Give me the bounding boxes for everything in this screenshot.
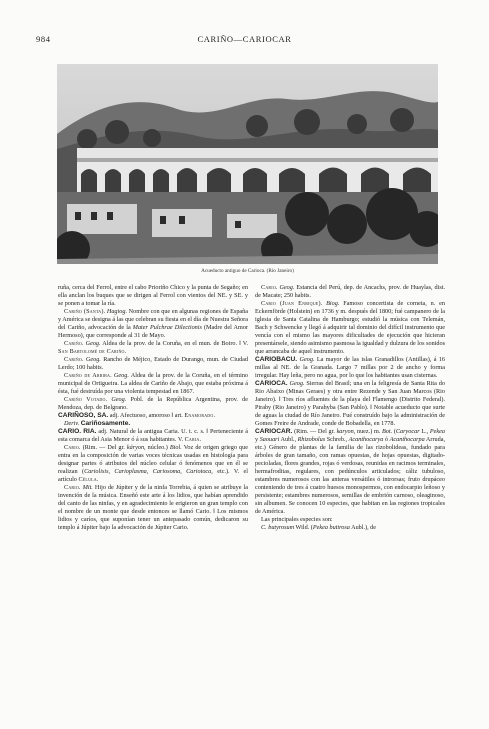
dictionary-entry bbox=[255, 524, 445, 532]
entry-text: ruña, cerca del Ferrol, entre el cabo Prioriño Chico y la punta de Segaño; en ella anclan los buques que se dirigen al Ferrol con vientos del NE. y SE. y se ponen a tomar la ría. bbox=[58, 284, 248, 308]
entry-text: Geog. bbox=[279, 284, 295, 291]
left-text-column bbox=[58, 284, 248, 694]
entry-text: Geog. bbox=[113, 372, 129, 380]
entry-text: , etc.). V. el artículo bbox=[58, 468, 248, 484]
entry-text: C. butyrosum bbox=[261, 524, 295, 532]
entry-subheadword: San Bartolomé de Cariño bbox=[58, 348, 125, 356]
entry-text: . bbox=[105, 396, 112, 404]
entry-text: Rancho de Méjico, Estado de Durango, mun. de Ciudad Lerdo; 100 habits. bbox=[58, 356, 248, 372]
figure-caption: Acueducto antiguo de Carioca. (Río Janeiro) bbox=[201, 268, 294, 274]
entry-text: Schreb., bbox=[325, 436, 349, 444]
entry-text: y bbox=[255, 436, 260, 444]
entry-text: Nombre con que en algunas regiones de España y América se designa á las que celebran su fiesta en el día de Nuestra Señora del Cariño, advocación de la bbox=[58, 308, 248, 332]
dictionary-entry bbox=[58, 420, 248, 428]
dictionary-entry bbox=[58, 356, 248, 372]
entry-subheadword: Enamorado bbox=[184, 412, 214, 420]
entry-text: Mater Pulchrae Dilectionis bbox=[132, 324, 202, 332]
dictionary-entry bbox=[58, 308, 248, 340]
entry-text: Cariolisis, Carioplasma, Cariosoma, Cariotoca bbox=[84, 468, 212, 476]
dictionary-entry bbox=[58, 340, 248, 356]
entry-headword: CARIOBACU. bbox=[255, 356, 298, 364]
entry-subheadword: Cario. bbox=[64, 444, 81, 452]
entry-text: Pekea bbox=[429, 428, 445, 436]
dictionary-entry bbox=[58, 484, 248, 532]
dictionary-entry bbox=[58, 444, 248, 484]
entry-text: Caryocar bbox=[395, 428, 420, 436]
dictionary-entry bbox=[255, 516, 445, 524]
entry-text: Acanthocarpa bbox=[389, 436, 425, 444]
entry-text: ( bbox=[392, 428, 396, 436]
entry-text: L., bbox=[419, 428, 430, 436]
entry-text: , núcleo.) bbox=[144, 444, 170, 452]
entry-text: Sierras del Brasil; una en la feligresía de Santa Rita do Rio Abaixo (Minas Geraes) y otra entre Rezende y San Juan Marcos (Rio Janeiro). ‖ Tres ríos afluentes de la playa del Flamengo (Distrito Federal). Piraby (Rio Janeiro) y Parahyba (San Pablo). ‖ Notable acueducto que surte de aguas la ciudad de Río Janeiro. Fué construído bajo la administración de Gomes Freire de Andrade, conde de Bobadella, en 1778. bbox=[255, 380, 445, 428]
entry-text: Aldea de la prov. de la Coruña, en el término municipal de Ortigueira. La aldea de Cariño de Abajo, que estaba próxima á ésta, fué destruída por una violenta tempestad en 1867. bbox=[58, 372, 248, 396]
entry-text: Aldea de la prov. de la Coruña, en el mun. de Boiro. ‖ V. bbox=[100, 340, 248, 348]
entry-text: adj. Natural de la antigua Caria. U. t. c. s. ‖ Perteneciente á esta comarca del Asia Menor ó á sus habitantes. V. bbox=[58, 428, 248, 444]
entry-text: . bbox=[110, 372, 114, 380]
entry-text: Hagiog. bbox=[106, 308, 127, 316]
entry-text: Geog. bbox=[299, 356, 315, 364]
entry-text: . bbox=[82, 356, 86, 364]
entry-text: Estancia del Perú, dep. de Ancachs, prov. de Huaylas, dist. de Macate; 250 habits. bbox=[255, 284, 445, 300]
entry-text: . bbox=[275, 284, 280, 291]
entry-text: ó bbox=[383, 436, 390, 444]
dictionary-entry bbox=[255, 356, 445, 380]
entry-text: (Madre del Amor Hermoso), que corresponde al 31 de Mayo. bbox=[58, 324, 248, 340]
entry-text: Geog. bbox=[85, 340, 101, 348]
dictionary-entry bbox=[58, 284, 248, 308]
dictionary-entry bbox=[255, 300, 445, 356]
right-text-column bbox=[255, 284, 445, 694]
dictionary-entry bbox=[255, 284, 445, 300]
entry-text: . bbox=[320, 300, 327, 308]
dictionary-entry bbox=[255, 428, 445, 516]
entry-text: Pobl. de la República Argentina, prov. de Mendoza, dep. de Belgrano. bbox=[58, 396, 248, 412]
aqueduct-photograph bbox=[57, 64, 438, 264]
entry-text: (Rim. — Del gr. bbox=[292, 428, 337, 436]
entry-text: . bbox=[199, 436, 202, 444]
dictionary-entry bbox=[58, 428, 248, 444]
entry-text: Geog. bbox=[111, 396, 127, 404]
entry-text: karyon bbox=[336, 428, 354, 436]
entry-subheadword: Cariño bbox=[64, 340, 82, 348]
entry-text: Voz de origen griego que entra en la composición de varias voces técnicas usadas en histología para designar partes ó atributos del núcleo celular ó fenómenos que en él se realizan ( bbox=[58, 444, 248, 476]
entry-text: Saouari bbox=[259, 436, 280, 444]
entry-text: Geog. bbox=[85, 356, 101, 364]
entry-headword: CARIOCAR. bbox=[255, 428, 293, 436]
entry-text: Hijo de Júpiter y de la ninfa Torrebia, á quien se atribuye la invención de la música. Enseñó este arte á los lidios, que habían aprendido del canto de las ninfas, y en agradecimiento le erigieron un gran templo con el nombre de un monte que desde entonces se llamó Cario. ‖ Los mismos lidios y caríos, que suponían tener un antepasado común, dedicaron su templo á Júpiter bajo la advocación de Júpiter Cario. bbox=[58, 484, 248, 532]
entry-text: Aubl., bbox=[279, 436, 298, 444]
entry-text: Pekea butirosa bbox=[312, 524, 350, 532]
dictionary-entry bbox=[58, 372, 248, 396]
entry-subheadword: Cario (Juan Enrique) bbox=[261, 300, 321, 308]
page-number: 984 bbox=[36, 34, 51, 44]
entry-subheadword: Célula bbox=[78, 476, 97, 484]
entry-text: Bot. bbox=[382, 428, 393, 436]
entry-text: . bbox=[124, 348, 127, 356]
page-header bbox=[36, 34, 453, 46]
entry-subheadword: Cariño Votado bbox=[64, 396, 106, 404]
entry-text: Acanthocarya bbox=[348, 436, 384, 444]
entry-text: Biog. bbox=[326, 300, 340, 308]
dictionary-entry bbox=[255, 380, 445, 428]
running-title: CARIÑO—CARIOCAR bbox=[197, 34, 292, 44]
entry-subheadword: Cariño de Arriba bbox=[64, 372, 111, 380]
entry-text: Geog. bbox=[289, 380, 305, 388]
entry-text: Biol. bbox=[169, 444, 182, 452]
entry-text: Famoso concertista de corneta, n. en Eckernförde (Holstein) en 1736 y m. después del 1800; fué campanero de la iglesia de Santa Catalina de Hamburgo; estudió la música con Telemán, Bach y Schwencke y llegó á adquirir tal dominio del difícil instrumento que vencía con el mismo las mayores dificultades de ejecución que hicieran presentársele, siendo asimismo pasmosa la igualdad y dulzura de los sonidos que arrancaba de aquel instrumento. bbox=[255, 300, 445, 356]
entry-text: Rhizobolus bbox=[297, 436, 326, 444]
entry-text: . bbox=[103, 308, 107, 316]
entry-subheadword: Cario. bbox=[64, 484, 81, 492]
entry-text: Arruda, etc.) Género de plantas de la familia de las rizobolideas, fundado para árboles de gran tamaño, con ramas opuestas, de hojas opuestas, digitado-pecioladas, flores grandes, rojas ó verdosas, reunidas en racimos terminales, hermafroditas, regulares, con pedúnculos articulados; cáliz tubuloso, estambres numerosos con las anteras versátiles ó introrsas; fruto drupáceo conteniendo de tres á cuatro huesos monospermos, con endocarpio leñoso y persistente; estambres numerosos, semillas de embrión carnoso, oleaginoso, sin albumen. Se conocen 10 especies, que habitan en las regiones tropicales de América. bbox=[255, 436, 445, 516]
entry-subheadword: Cario bbox=[261, 284, 276, 291]
entry-text: káryon bbox=[126, 444, 145, 452]
entry-text: , nuez.) m. bbox=[353, 428, 383, 436]
entry-text: . bbox=[213, 412, 216, 420]
entry-text: La mayor de las islas Granadillos (Antillas), á 16 millas al NE. de la Granada. Largo 7 millas por 2 de ancho y forma irregular. Hay leña, pero no agua, por lo que los habitantes usan cisternas. bbox=[255, 356, 445, 380]
dictionary-entry bbox=[58, 412, 248, 420]
entry-text: (Rim. — Del gr. bbox=[80, 444, 127, 452]
entry-subheadword: Caria bbox=[184, 436, 200, 444]
entry-text: Las principales especies son: bbox=[261, 516, 333, 524]
dictionary-entry bbox=[58, 396, 248, 412]
entry-text: Deriv. bbox=[64, 420, 80, 428]
entry-text: . bbox=[96, 476, 99, 484]
entry-text: Wild. ( bbox=[294, 524, 313, 532]
entry-subheadword: Cariño bbox=[64, 356, 82, 364]
entry-text: Mit. bbox=[82, 484, 93, 492]
entry-headword: Cariñosamente. bbox=[80, 420, 131, 428]
entry-headword: CARIÑOSO, SA. bbox=[58, 412, 109, 420]
entry-text: adj. Afectuoso, amoroso ‖ art. bbox=[108, 412, 185, 420]
entry-subheadword: Cariño (Santa) bbox=[64, 308, 104, 316]
entry-headword: CARIO. RIA. bbox=[58, 428, 97, 436]
entry-text: . bbox=[82, 340, 86, 348]
entry-headword: CARIOCA. bbox=[255, 380, 288, 388]
entry-text: Aubl.), de bbox=[349, 524, 377, 532]
